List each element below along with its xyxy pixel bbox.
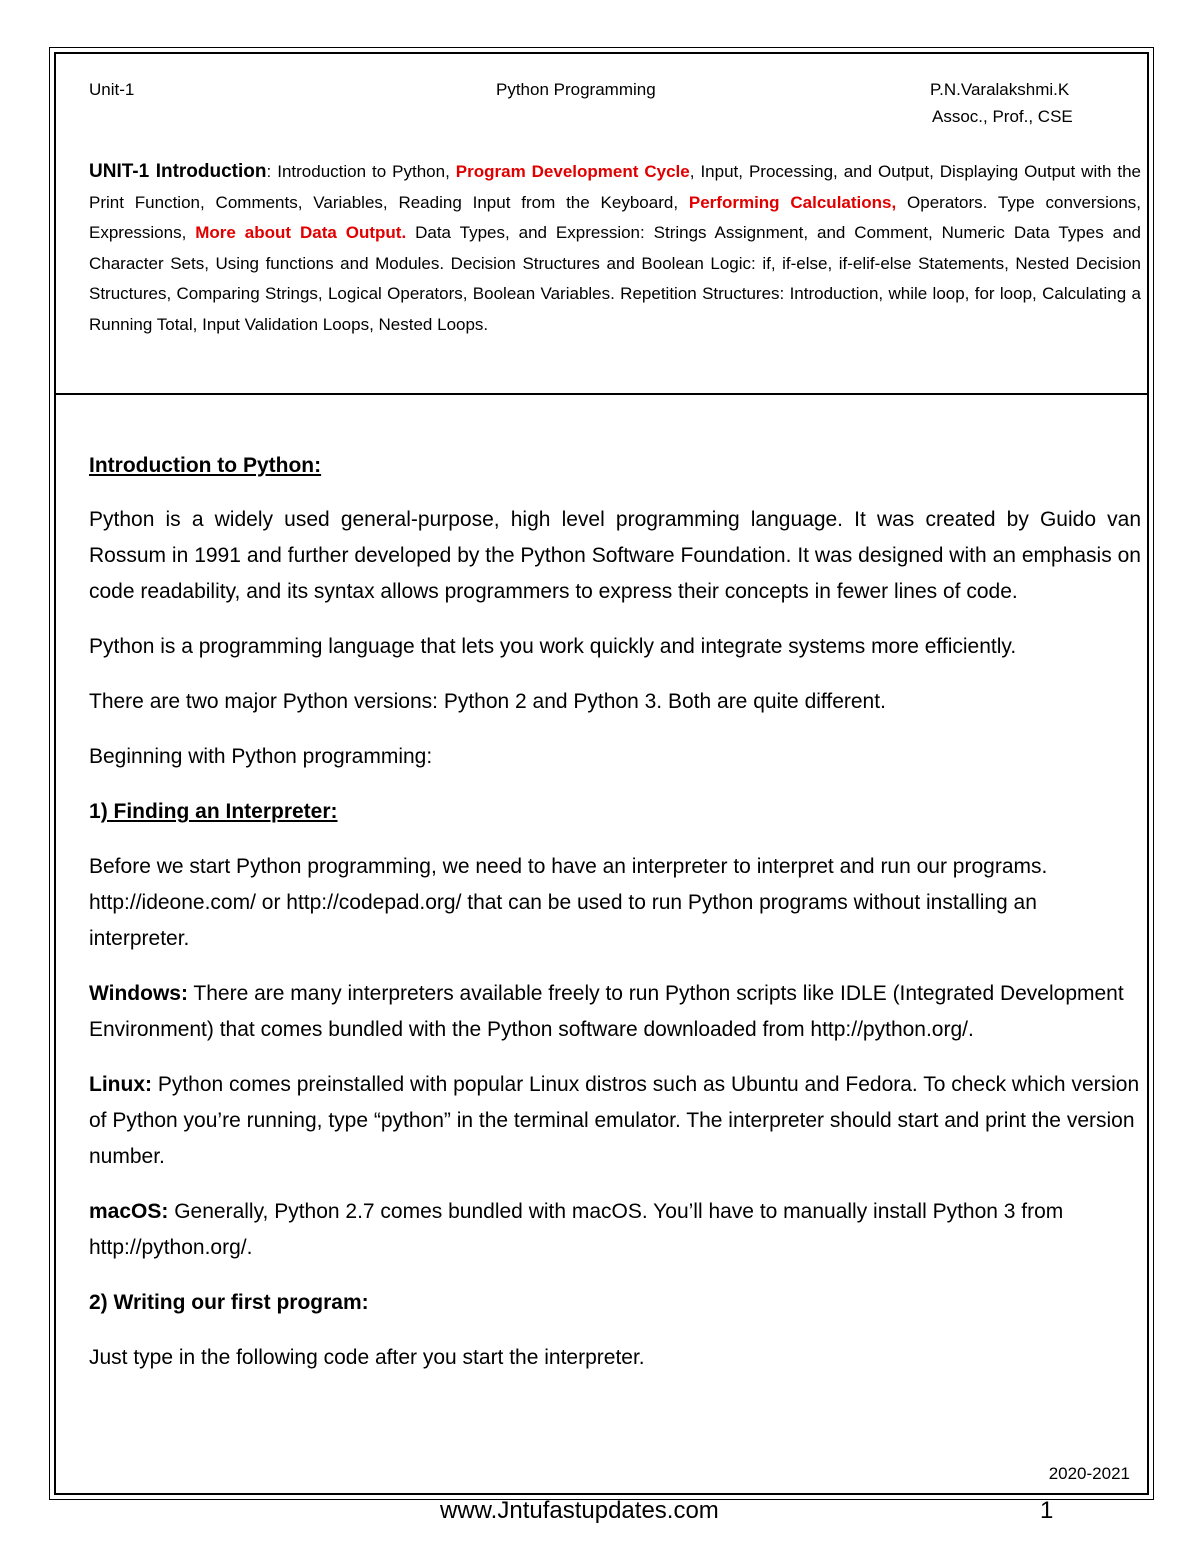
paragraph-macos — [89, 1194, 1141, 1266]
paragraph-purpose: Python is a programming language that lets you work quickly and integrate systems more efficiently. — [89, 635, 1017, 658]
header-divider — [54, 393, 1149, 395]
syllabus-colon: : — [266, 162, 278, 181]
syllabus-text-2: , Input, Processing, and Output, Displaying Output with the Print Function, Comments, Variables, Reading Input from the Keyboard, — [89, 162, 1142, 212]
syllabus-highlight-3: More about Data Output. — [195, 223, 407, 242]
macos-label: macOS: — [89, 1200, 169, 1223]
linux-text: Python comes preinstalled with popular Linux distros such as Ubuntu and Fedora. To check which version of Python you’re running, type “python” in the terminal emulator. The interpreter should start and print the version number. — [89, 1073, 1140, 1168]
syllabus-highlight-1: Program Development Cycle — [455, 162, 690, 181]
syllabus-text-1: Introduction to Python, — [277, 162, 456, 181]
syllabus-text-3: Operators. Type conversions, Expressions, — [89, 192, 1141, 242]
section-1-heading — [89, 794, 1141, 830]
page-number: 1 — [1040, 1497, 1054, 1524]
windows-text: There are many interpreters available freely to run Python scripts like IDLE (Integrated Development Environment) that comes bundled with the Python software downloaded from http://python.org/. — [89, 982, 1124, 1041]
paragraph-first-program: Just type in the following code after you start the interpreter. — [89, 1346, 645, 1369]
section-1-number: 1 — [89, 800, 101, 823]
footer-website: www.Jntufastupdates.com — [440, 1497, 719, 1524]
section-1-title: ) Finding an Interpreter: — [100, 800, 338, 823]
syllabus-text-4: Data Types, and Expression: Strings Assignment, and Comment, Numeric Data Types and Character Sets, Using functions and Modules. Decision Structures and Boolean Logic: if, if-else, if-elif-else Statements, Nested Decision Structures, Comparing Strings, Logical Operators, Boolean Variables. Repetition Structures: Introduction, while loop, for loop, Calculating a Running Total, Input Validation Loops, Nested Loops. — [89, 223, 1141, 334]
intro-heading: Introduction to Python: — [89, 454, 322, 477]
syllabus-highlight-2: Performing Calculations, — [688, 192, 897, 212]
section-2-heading: 2) Writing our first program: — [89, 1291, 369, 1314]
syllabus-block — [89, 157, 1141, 340]
paragraph-interpreter: Before we start Python programming, we need to have an interpreter to interpret and run our programs. http://ideone.com/ or http://codepad.org/ that can be used to run Python programs without installing an interpreter. — [89, 855, 1048, 950]
footer-year: 2020-2021 — [1048, 1464, 1130, 1483]
paragraph-intro: Python is a widely used general-purpose, high level programming language. It was created by Guido van Rossum in 1991 and further developed by the Python Software Foundation. It was designed with an emphasis on code readability, and its syntax allows programmers to express their concepts in fewer lines of code. — [89, 508, 1141, 603]
header-course: Python Programming — [496, 80, 656, 99]
windows-label: Windows: — [89, 982, 188, 1005]
syllabus-lead: UNIT-1 Introduction — [89, 161, 267, 182]
paragraph-windows — [89, 976, 1141, 1048]
main-content — [89, 448, 1141, 1395]
paragraph-beginning: Beginning with Python programming: — [89, 745, 433, 768]
macos-text: Generally, Python 2.7 comes bundled with macOS. You’ll have to manually install Python 3 from http://python.org/. — [89, 1200, 1064, 1259]
paragraph-linux — [89, 1067, 1141, 1175]
header-author: P.N.Varalakshmi.K — [930, 80, 1070, 99]
paragraph-versions: There are two major Python versions: Python 2 and Python 3. Both are quite different. — [89, 690, 886, 713]
linux-label: Linux: — [89, 1073, 152, 1096]
header-designation: Assoc., Prof., CSE — [932, 107, 1073, 126]
header-unit: Unit-1 — [89, 80, 135, 99]
